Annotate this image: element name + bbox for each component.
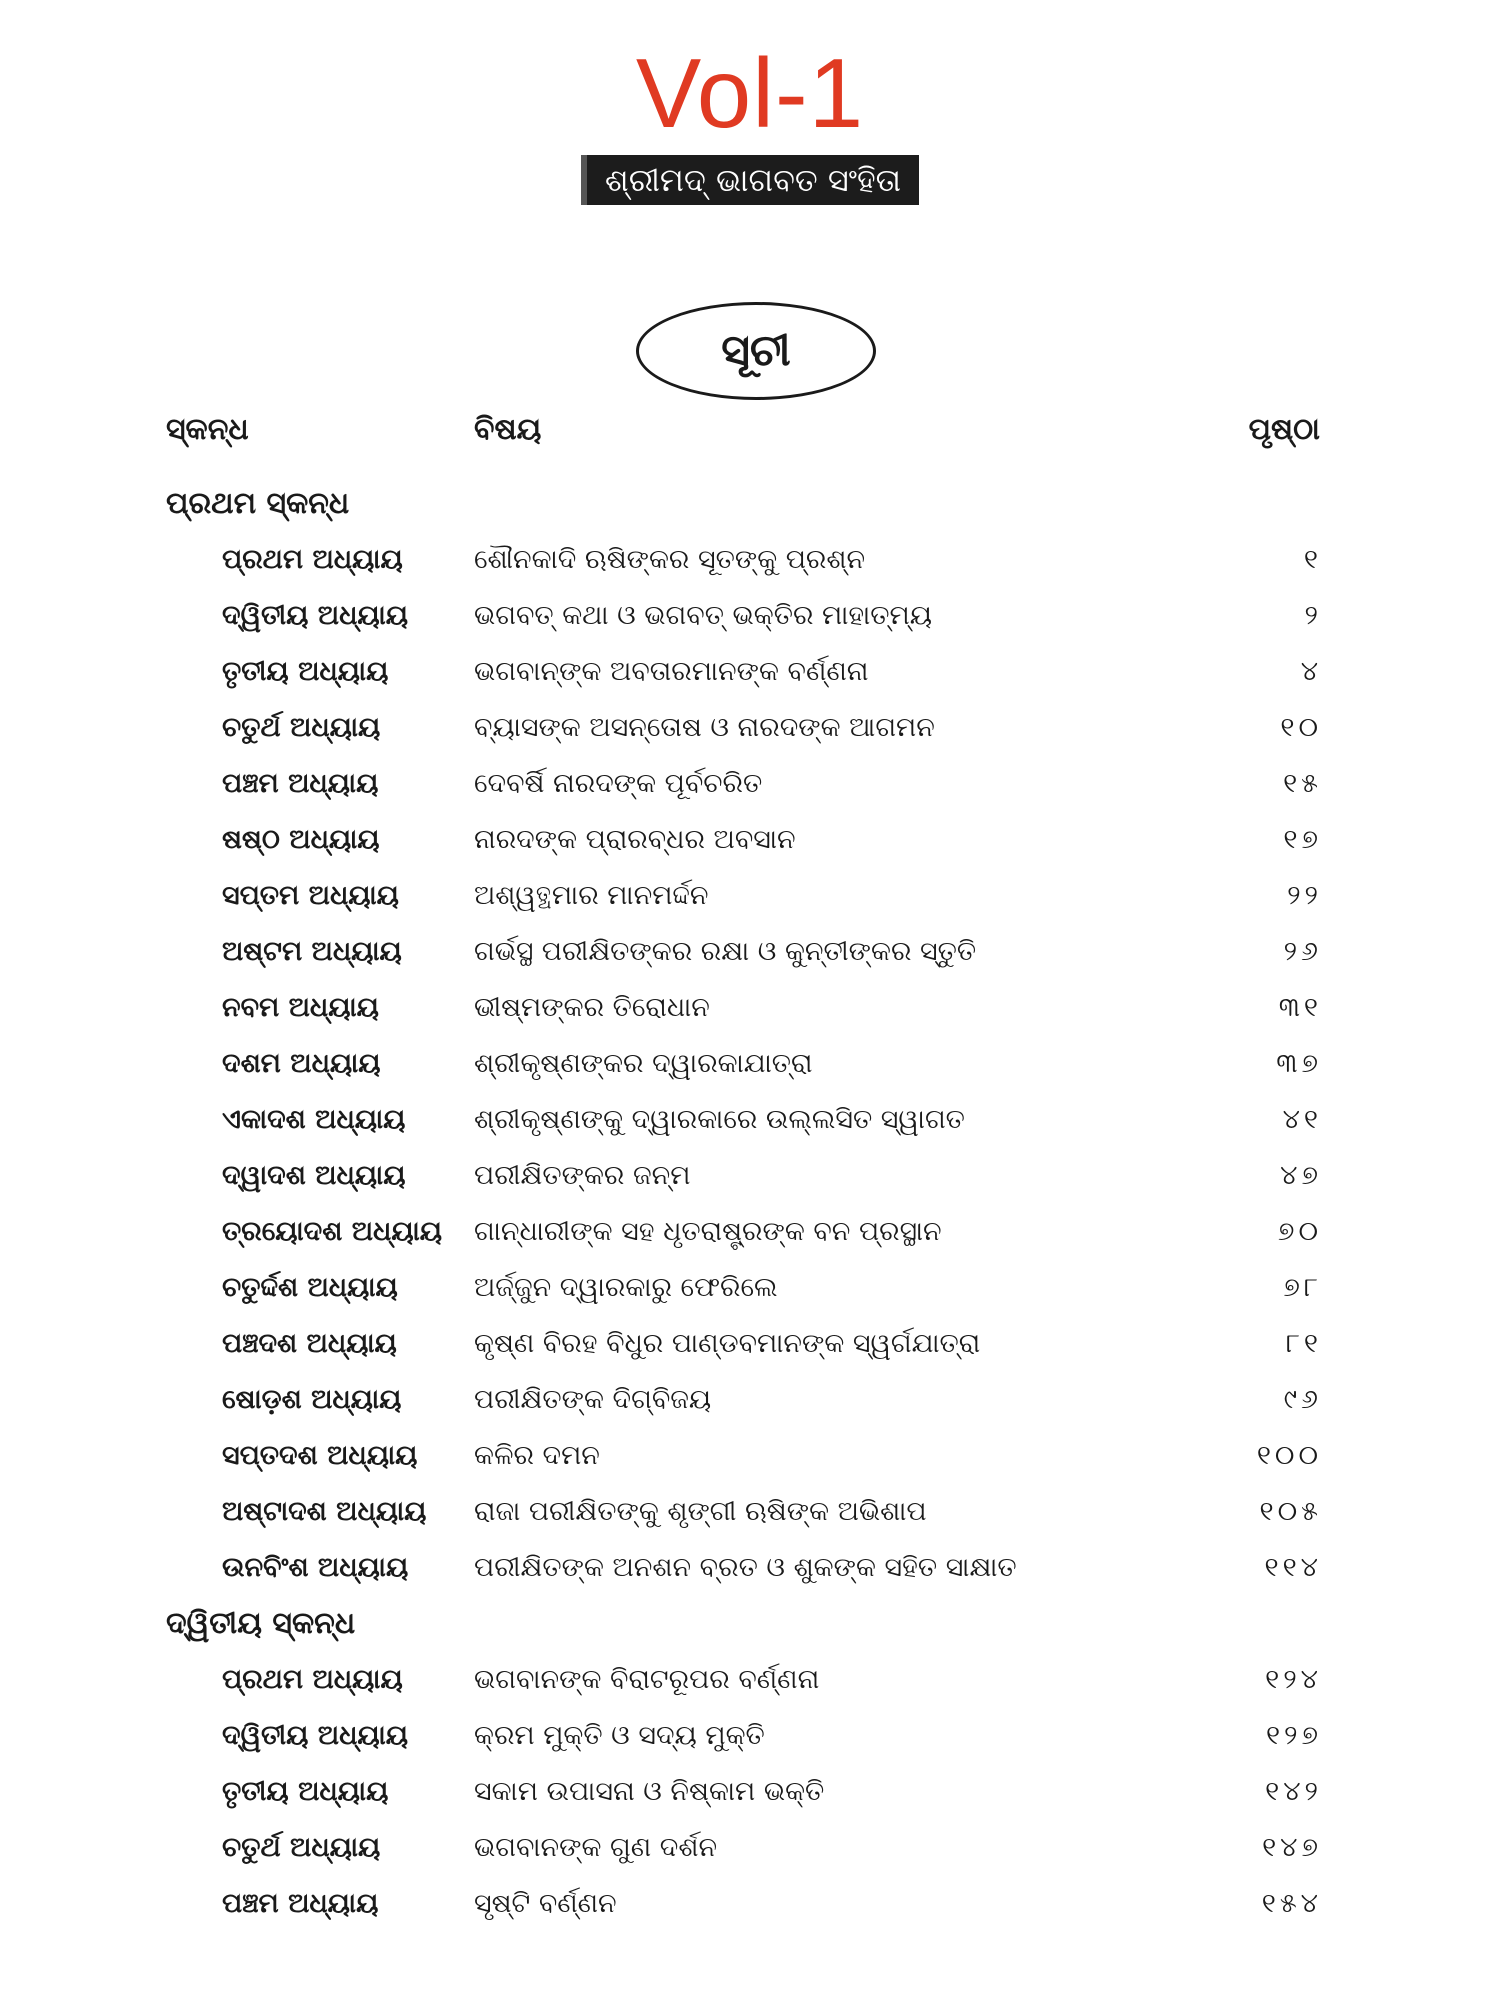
chapter-name: ପ୍ରଥମ ଅଧ୍ୟାୟ — [222, 1664, 403, 1695]
page-number: ୭୮ — [1283, 1272, 1322, 1303]
chapter-name: ଦ୍ୱିତୀୟ ଅଧ୍ୟାୟ — [222, 1720, 409, 1751]
page-number: ୪ — [1300, 656, 1322, 687]
toc-heading-oval — [636, 302, 876, 400]
toc-entry — [0, 1540, 1500, 1596]
toc-entry — [0, 1820, 1500, 1876]
chapter-subject: ଭୀଷ୍ମଙ୍କର ତିରୋଧାନ — [474, 992, 710, 1023]
chapter-subject: କଳିର ଦମନ — [474, 1440, 600, 1471]
page-number: ୮୧ — [1285, 1328, 1322, 1359]
chapter-subject: ପରୀକ୍ଷିତଙ୍କ ଅନଶନ ବ୍ରତ ଓ ଶୁକଙ୍କ ସହିତ ସାକ୍ଷାତ — [474, 1552, 1017, 1583]
page-number: ୧୪୭ — [1262, 1832, 1322, 1863]
page-number: ୧୫୪ — [1261, 1888, 1322, 1919]
page-number: ୧୧୪ — [1264, 1552, 1322, 1583]
chapter-name: ସପ୍ତଦଶ ଅଧ୍ୟାୟ — [222, 1440, 418, 1471]
chapter-name: ତୃତୀୟ ଅଧ୍ୟାୟ — [222, 1776, 389, 1807]
chapter-subject: ଶ୍ରୀକୃଷ୍ଣଙ୍କର ଦ୍ୱାରକାଯାତ୍ରା — [474, 1048, 813, 1079]
chapter-subject: ଭଗବାନ୍‌ଙ୍କ ଅବତାରମାନଙ୍କ ବର୍ଣ୍ଣନା — [474, 656, 869, 687]
toc-entry — [0, 532, 1500, 588]
chapter-subject: ଅର୍ଜ୍ଜୁନ ଦ୍ୱାରକାରୁ ଫେରିଲେ — [474, 1272, 778, 1303]
chapter-subject: ଦେବର୍ଷି ନାରଦଙ୍କ ପୂର୍ବଚରିତ — [474, 768, 763, 799]
volume-title: Vol-1 — [635, 38, 865, 148]
chapter-subject: ପରୀକ୍ଷିତଙ୍କ ଦିଗ୍‌ବିଜୟ — [474, 1384, 712, 1415]
chapter-subject: ନାରଦଙ୍କ ପ୍ରାରବ୍ଧର ଅବସାନ — [474, 824, 796, 855]
page-number: ୨୬ — [1283, 936, 1322, 967]
page-number: ୧୦୫ — [1259, 1496, 1322, 1527]
chapter-name: ଚତୁର୍ଥ ଅଧ୍ୟାୟ — [222, 712, 381, 743]
toc-entry — [0, 980, 1500, 1036]
toc-entry — [0, 1372, 1500, 1428]
page-number: ୪୭ — [1280, 1160, 1322, 1191]
chapter-subject: ଭଗବାନଙ୍କ ଗୁଣ ଦର୍ଶନ — [474, 1832, 718, 1863]
toc-entry — [0, 700, 1500, 756]
page-number: ୨୨ — [1287, 880, 1322, 911]
page-number: ୧୪୨ — [1265, 1776, 1322, 1807]
chapter-subject: ଗର୍ଭସ୍ଥ ପରୀକ୍ଷିତଙ୍କର ରକ୍ଷା ଓ କୁନ୍ତୀଙ୍କର ସ୍ତୁତି — [474, 936, 977, 967]
page-number: ୧୭ — [1283, 824, 1322, 855]
chapter-subject: ଶ୍ରୀକୃଷ୍ଣଙ୍କୁ ଦ୍ୱାରକାରେ ଉଲ୍ଲସିତ ସ୍ୱାଗତ — [474, 1104, 965, 1135]
chapter-name: ପଞ୍ଚଦଶ ଅଧ୍ୟାୟ — [222, 1328, 397, 1359]
chapter-subject: କ୍ରମ ମୁକ୍ତି ଓ ସଦ୍ୟ ମୁକ୍ତି — [474, 1720, 765, 1751]
book-title: ଶ୍ରୀମଦ୍ ଭାଗବତ ସଂହିତା — [581, 155, 919, 205]
chapter-name: ପଞ୍ଚମ ଅଧ୍ୟାୟ — [222, 1888, 379, 1919]
toc-entry — [0, 868, 1500, 924]
chapter-subject: ଗାନ୍ଧାରୀଙ୍କ ସହ ଧୃତରାଷ୍ଟ୍ରଙ୍କ ବନ ପ୍ରସ୍ଥାନ — [474, 1216, 942, 1247]
page-number: ୧୦ — [1280, 712, 1322, 743]
chapter-name: ଚତୁର୍ଦ୍ଦଶ ଅଧ୍ୟାୟ — [222, 1272, 398, 1303]
toc-entry — [0, 756, 1500, 812]
chapter-name: ଚତୁର୍ଥ ଅଧ୍ୟାୟ — [222, 1832, 381, 1863]
chapter-subject: କୃଷ୍ଣ ବିରହ ବିଧୁର ପାଣ୍ଡବମାନଙ୍କ ସ୍ୱର୍ଗଯାତ୍ରା — [474, 1328, 981, 1359]
chapter-subject: ଅଶ୍ୱତ୍ଥମାର ମାନମର୍ଦ୍ଦନ — [474, 880, 709, 911]
toc-entry — [0, 812, 1500, 868]
chapter-subject: ଭଗବାନଙ୍କ ବିରାଟରୂପର ବର୍ଣ୍ଣନା — [474, 1664, 820, 1695]
chapter-subject: ସୃଷ୍ଟି ବର୍ଣ୍ଣନ — [474, 1888, 617, 1919]
page-number: ୧୫ — [1283, 768, 1322, 799]
page-number: ୩୭ — [1276, 1048, 1322, 1079]
chapter-name: ଦ୍ୱିତୀୟ ଅଧ୍ୟାୟ — [222, 600, 409, 631]
section-heading: ପ୍ରଥମ ସ୍କନ୍ଧ — [166, 486, 350, 521]
chapter-name: ଦ୍ୱାଦଶ ଅଧ୍ୟାୟ — [222, 1160, 406, 1191]
page-number: ୭୦ — [1277, 1216, 1322, 1247]
toc-entry — [0, 1708, 1500, 1764]
chapter-name: ଷୋଡ଼ଶ ଅଧ୍ୟାୟ — [222, 1384, 402, 1415]
toc-entry — [0, 924, 1500, 980]
page-number: ୪୧ — [1282, 1104, 1322, 1135]
toc-entry — [0, 1316, 1500, 1372]
chapter-subject: ବ୍ୟାସଙ୍କ ଅସନ୍ତୋଷ ଓ ନାରଦଙ୍କ ଆଗମନ — [474, 712, 935, 743]
toc-entry — [0, 1484, 1500, 1540]
chapter-name: ପ୍ରଥମ ଅଧ୍ୟାୟ — [222, 544, 403, 575]
chapter-name: ଅଷ୍ଟମ ଅଧ୍ୟାୟ — [222, 936, 402, 967]
toc-entry — [0, 644, 1500, 700]
toc-entry — [0, 1764, 1500, 1820]
toc-entry — [0, 1428, 1500, 1484]
toc-entry — [0, 588, 1500, 644]
toc-entry — [0, 1036, 1500, 1092]
chapter-name: ସପ୍ତମ ଅଧ୍ୟାୟ — [222, 880, 399, 911]
chapter-name: ଉନବିଂଶ ଅଧ୍ୟାୟ — [222, 1552, 409, 1583]
page-number: ୧୨୭ — [1265, 1720, 1322, 1751]
section-heading: ଦ୍ୱିତୀୟ ସ୍କନ୍ଧ — [166, 1606, 356, 1641]
column-headers — [0, 412, 1500, 462]
chapter-subject: ସକାମ ଉପାସନା ଓ ନିଷ୍କାମ ଭକ୍ତି — [474, 1776, 825, 1807]
toc-entry — [0, 1876, 1500, 1932]
table-of-contents — [0, 476, 1500, 1932]
page-number: ୨ — [1304, 600, 1322, 631]
chapter-name: ତୃତୀୟ ଅଧ୍ୟାୟ — [222, 656, 389, 687]
page-number: ୯୬ — [1283, 1384, 1322, 1415]
chapter-subject: ଭଗବତ୍ କଥା ଓ ଭଗବତ୍ ଭକ୍ତିର ମାହାତ୍ମ୍ୟ — [474, 600, 933, 631]
chapter-subject: ଶୌନକାଦି ଋଷିଙ୍କର ସୂତଙ୍କୁ ପ୍ରଶ୍ନ — [474, 544, 866, 575]
toc-entry — [0, 1652, 1500, 1708]
column-header-skandha: ସ୍କନ୍ଧ — [166, 412, 249, 447]
toc-entry — [0, 1260, 1500, 1316]
toc-entry — [0, 1148, 1500, 1204]
page-number: ୧୦୦ — [1256, 1440, 1322, 1471]
page-number: ୧ — [1303, 544, 1322, 575]
chapter-subject: ପରୀକ୍ଷିତଙ୍କର ଜନ୍ମ — [474, 1160, 691, 1191]
page-number: ୩୧ — [1278, 992, 1322, 1023]
column-header-prushtha: ପୃଷ୍ଠା — [1248, 412, 1320, 447]
column-header-vishaya: ବିଷୟ — [474, 412, 542, 447]
book-title-banner — [0, 155, 1500, 205]
toc-entry — [0, 1204, 1500, 1260]
chapter-subject: ରାଜା ପରୀକ୍ଷିତଙ୍କୁ ଶୃଙ୍ଗୀ ଋଷିଙ୍କ ଅଭିଶାପ — [474, 1496, 927, 1527]
chapter-name: ଷଷ୍ଠ ଅଧ୍ୟାୟ — [222, 824, 380, 855]
toc-entry — [0, 1092, 1500, 1148]
chapter-name: ଅଷ୍ଟାଦଶ ଅଧ୍ୟାୟ — [222, 1496, 427, 1527]
chapter-name: ଏକାଦଶ ଅଧ୍ୟାୟ — [222, 1104, 406, 1135]
chapter-name: ପଞ୍ଚମ ଅଧ୍ୟାୟ — [222, 768, 379, 799]
chapter-name: ଦଶମ ଅଧ୍ୟାୟ — [222, 1048, 381, 1079]
page-number: ୧୨୪ — [1265, 1664, 1322, 1695]
chapter-name: ନବମ ଅଧ୍ୟାୟ — [222, 992, 379, 1023]
chapter-name: ତ୍ରୟୋଦଶ ଅଧ୍ୟାୟ — [222, 1216, 443, 1247]
toc-heading: ସୂଚୀ — [721, 325, 791, 376]
